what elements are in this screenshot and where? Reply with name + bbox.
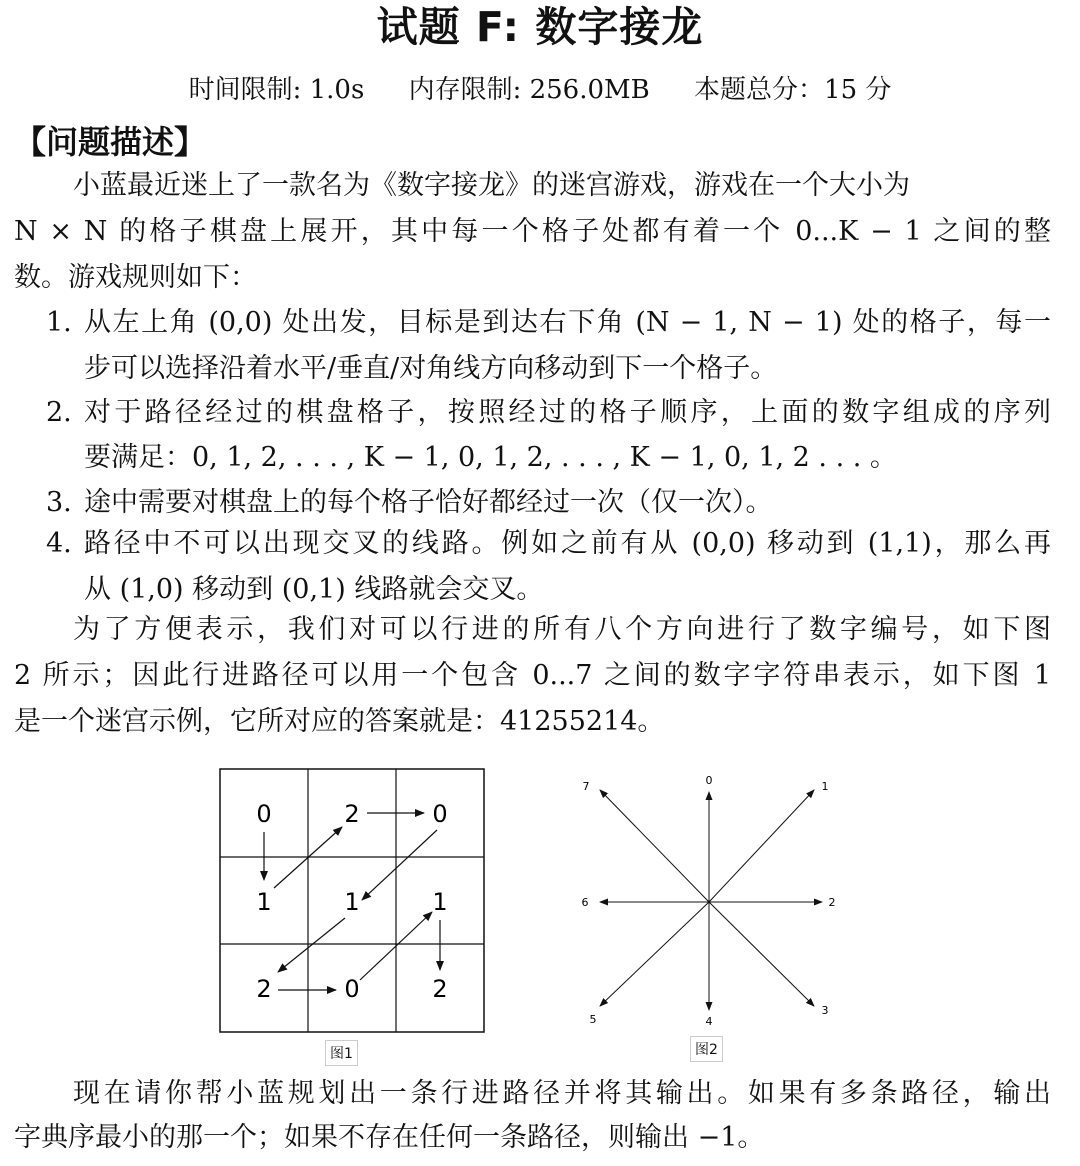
closing-line: 现在请你帮小蓝规划出一条行进路径并将其输出。如果有多条路径，输出 [73, 1078, 1051, 1109]
cell-value: 1 [344, 888, 360, 916]
direction-line: 是一个迷宫示例，它所对应的答案就是：41255214。 [14, 706, 665, 737]
direction-label: 3 [821, 1004, 829, 1017]
memory-limit: 内存限制: 256.0MB [408, 75, 650, 105]
direction-label: 2 [828, 896, 836, 909]
cell-value: 0 [432, 800, 448, 828]
direction-arrow [709, 902, 814, 1006]
rule-line: 要满足：0, 1, 2, . . . , K − 1, 0, 1, 2, . . . , K − 1, 0, 1, 2 . . . 。 [84, 442, 897, 473]
direction-label: 6 [581, 896, 589, 909]
intro-line: 小蓝最近迷上了一款名为《数字接龙》的迷宫游戏，游戏在一个大小为 [73, 170, 910, 201]
cell-value: 2 [432, 975, 448, 1003]
rule-number: 3. [46, 487, 72, 518]
rule-number: 2. [46, 397, 72, 428]
cell-value: 1 [256, 888, 272, 916]
intro-line: N × N 的格子棋盘上展开，其中每一个格子处都有着一个 0...K − 1 之间的整 [14, 216, 1051, 247]
rule-number: 1. [46, 307, 72, 338]
rule-line: 步可以选择沿着水平/垂直/对角线方向移动到下一个格子。 [84, 353, 778, 384]
problem-title: 试题 F: 数字接龙 [376, 3, 704, 51]
direction-arrow [600, 902, 709, 1006]
cell-value: 2 [344, 800, 360, 828]
direction-arrow [600, 790, 709, 902]
rule-line: 对于路径经过的棋盘格子，按照经过的格子顺序，上面的数字组成的序列 [84, 397, 1051, 428]
direction-arrow [709, 790, 814, 902]
direction-label: 4 [705, 1015, 713, 1028]
rule-line: 途中需要对棋盘上的每个格子恰好都经过一次（仅一次）。 [84, 487, 773, 518]
path-arrow [362, 830, 437, 900]
cell-value: 0 [344, 975, 360, 1003]
direction-label: 1 [821, 780, 829, 793]
direction-label: 7 [582, 780, 590, 793]
closing-line: 字典序最小的那一个；如果不存在任何一条路径，则输出 −1。 [14, 1122, 765, 1153]
cell-value: 1 [432, 888, 448, 916]
rule-line: 从左上角 (0,0) 处出发，目标是到达右下角 (N − 1, N − 1) 处的格子，每一 [84, 307, 1051, 338]
figure-1-caption: 图1 [325, 1040, 358, 1066]
rule-line: 路径中不可以出现交叉的线路。例如之前有从 (0,0) 移动到 (1,1)，那么再 [84, 528, 1051, 559]
total-score: 本题总分：15 分 [694, 75, 892, 105]
path-arrow [278, 918, 345, 972]
section-heading: 【问题描述】 [14, 123, 207, 161]
intro-line: 数。游戏规则如下： [14, 262, 257, 293]
rule-number: 4. [46, 528, 72, 559]
time-limit: 时间限制: 1.0s [188, 75, 365, 105]
figure-2-caption: 图2 [690, 1036, 723, 1062]
cell-value: 2 [256, 975, 272, 1003]
rule-line: 从 (1,0) 移动到 (0,1) 线路就会交叉。 [84, 574, 544, 605]
direction-line: 为了方便表示，我们对可以行进的所有八个方向进行了数字编号，如下图 [73, 614, 1051, 645]
direction-line: 2 所示；因此行进路径可以用一个包含 0...7 之间的数字字符串表示，如下图 1 [14, 660, 1051, 691]
cell-value: 0 [256, 800, 272, 828]
figure-1-maze [212, 760, 497, 1040]
figure-2-directions [570, 768, 850, 1033]
problem-meta [0, 72, 1080, 108]
direction-label: 0 [705, 774, 713, 787]
direction-label: 5 [589, 1013, 597, 1026]
